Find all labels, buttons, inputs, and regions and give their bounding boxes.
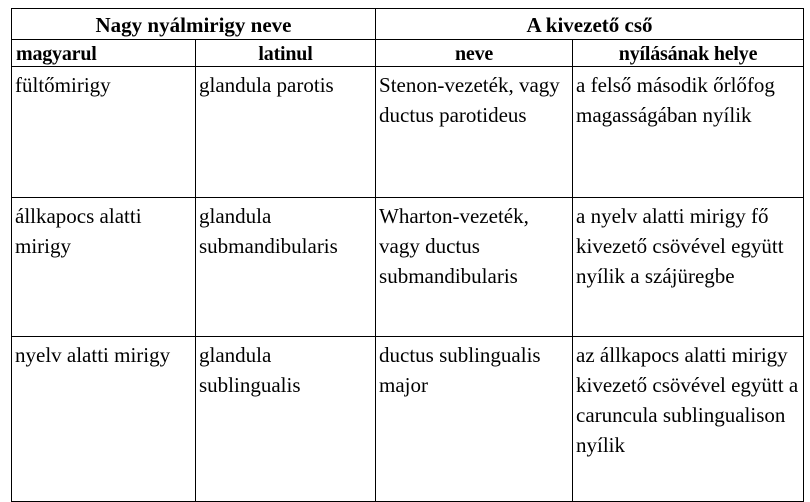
cell-duct-name-text: Wharton-vezeték, vagy ductus submandibularis	[379, 204, 529, 288]
cell-hungarian-text: nyelv alatti mirigy	[15, 343, 171, 367]
cell-hungarian-text: állkapocs alatti mirigy	[15, 204, 142, 258]
cell-opening-place	[573, 198, 804, 337]
cell-latin	[196, 337, 376, 502]
cell-duct-name-text: ductus sublingualis major	[379, 343, 541, 397]
cell-opening-place-text: a felső második őrlőfog magasságában nyílik	[576, 73, 775, 127]
cell-hungarian	[12, 198, 196, 337]
cell-opening-place-text: a nyelv alatti mirigy fő kivezető csövével együtt nyílik a szájüregbe	[576, 204, 784, 288]
column-header-latin: latinul	[196, 40, 376, 67]
cell-duct-name	[376, 198, 573, 337]
cell-latin	[196, 198, 376, 337]
header-duct: A kivezető cső	[376, 9, 804, 40]
cell-latin-text: glandula parotis	[199, 73, 334, 97]
cell-latin-text: glandula sublingualis	[199, 343, 301, 397]
cell-opening-place-text: az állkapocs alatti mirigy kivezető csövével együtt a caruncula sublingualison nyílik	[576, 343, 799, 457]
cell-duct-name	[376, 67, 573, 198]
header-gland-name: Nagy nyálmirigy neve	[12, 9, 376, 40]
cell-opening-place	[573, 67, 804, 198]
table-row	[12, 337, 804, 502]
column-header-row	[12, 40, 804, 67]
cell-duct-name-text: Stenon-vezeték, vagy ductus parotideus	[379, 73, 560, 127]
column-header-duct-name: neve	[376, 40, 573, 67]
table-row	[12, 198, 804, 337]
cell-opening-place	[573, 337, 804, 502]
column-header-hungarian: magyarul	[12, 40, 196, 67]
cell-hungarian	[12, 337, 196, 502]
cell-hungarian	[12, 67, 196, 198]
cell-latin	[196, 67, 376, 198]
cell-hungarian-text: fültőmirigy	[15, 73, 111, 97]
cell-latin-text: glandula submandibularis	[199, 204, 338, 258]
table-row	[12, 67, 804, 198]
cell-duct-name	[376, 337, 573, 502]
column-header-opening-place: nyílásának helye	[573, 40, 804, 67]
salivary-gland-table	[11, 8, 804, 502]
group-header-row	[12, 9, 804, 40]
